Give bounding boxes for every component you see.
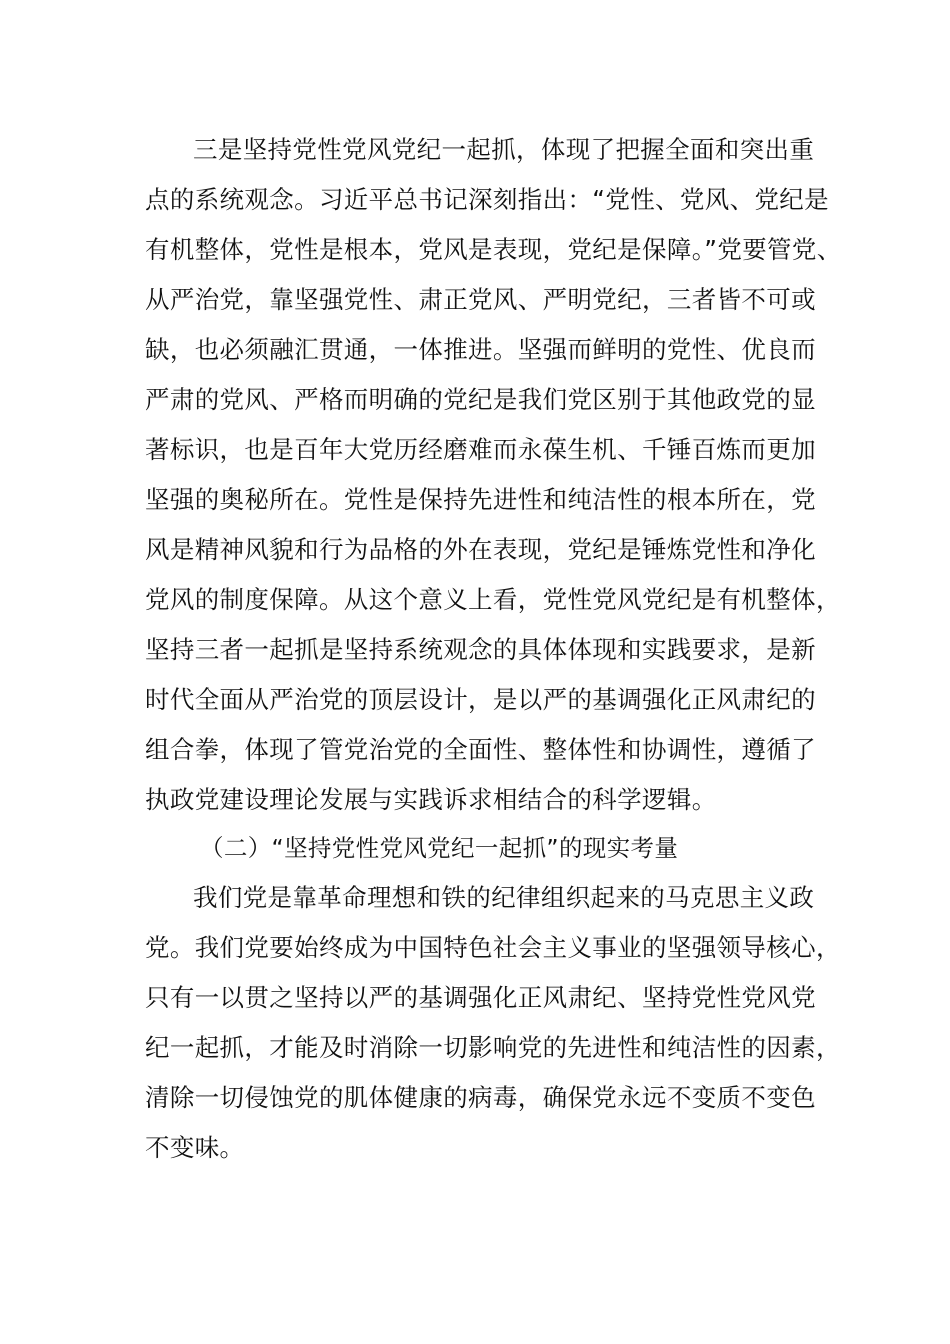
paragraph-line: 清除一切侵蚀党的肌体健康的病毒，确保党永远不变质不变色 [145, 1083, 816, 1112]
paragraph-line: 党风的制度保障。从这个意义上看，党性党风党纪是有机整体， [145, 585, 841, 614]
paragraph-line: 缺，也必须融汇贯通，一体推进。坚强而鲜明的党性、优良而 [145, 335, 816, 364]
paragraph-line: 执政党建设理论发展与实践诉求相结合的科学逻辑。 [145, 785, 717, 814]
section-heading: （二）“坚持党性党风党纪一起抓”的现实考量 [200, 834, 679, 862]
paragraph-line: 时代全面从严治党的顶层设计，是以严的基调强化正风肃纪的 [145, 685, 816, 714]
paragraph-line: 著标识，也是百年大党历经磨难而永葆生机、千锤百炼而更加 [145, 435, 816, 464]
paragraph-line: 从严治党，靠坚强党性、肃正党风、严明党纪，三者皆不可或 [145, 285, 816, 314]
paragraph-line: 只有一以贯之坚持以严的基调强化正风肃纪、坚持党性党风党 [145, 983, 816, 1012]
paragraph-line: 三是坚持党性党风党纪一起抓，体现了把握全面和突出重 [193, 135, 815, 164]
paragraph-line: 点的系统观念。习近平总书记深刻指出：“党性、党风、党纪是 [145, 185, 829, 214]
paragraph-line: 严肃的党风、严格而明确的党纪是我们党区别于其他政党的显 [145, 385, 816, 414]
paragraph-line: 党。我们党要始终成为中国特色社会主义事业的坚强领导核心， [145, 933, 841, 962]
paragraph-line: 纪一起抓，才能及时消除一切影响党的先进性和纯洁性的因素， [145, 1033, 841, 1062]
paragraph-line: 组合拳，体现了管党治党的全面性、整体性和协调性，遵循了 [145, 735, 816, 764]
paragraph-line: 风是精神风貌和行为品格的外在表现，党纪是锤炼党性和净化 [145, 535, 816, 564]
paragraph-line: 坚持三者一起抓是坚持系统观念的具体体现和实践要求，是新 [145, 635, 816, 664]
paragraph-line: 坚强的奥秘所在。党性是保持先进性和纯洁性的根本所在，党 [145, 485, 816, 514]
paragraph-line: 不变味。 [145, 1133, 245, 1162]
paragraph-line: 有机整体，党性是根本，党风是表现，党纪是保障。”党要管党、 [145, 235, 842, 264]
paragraph-line: 我们党是靠革命理想和铁的纪律组织起来的马克思主义政 [193, 883, 815, 912]
